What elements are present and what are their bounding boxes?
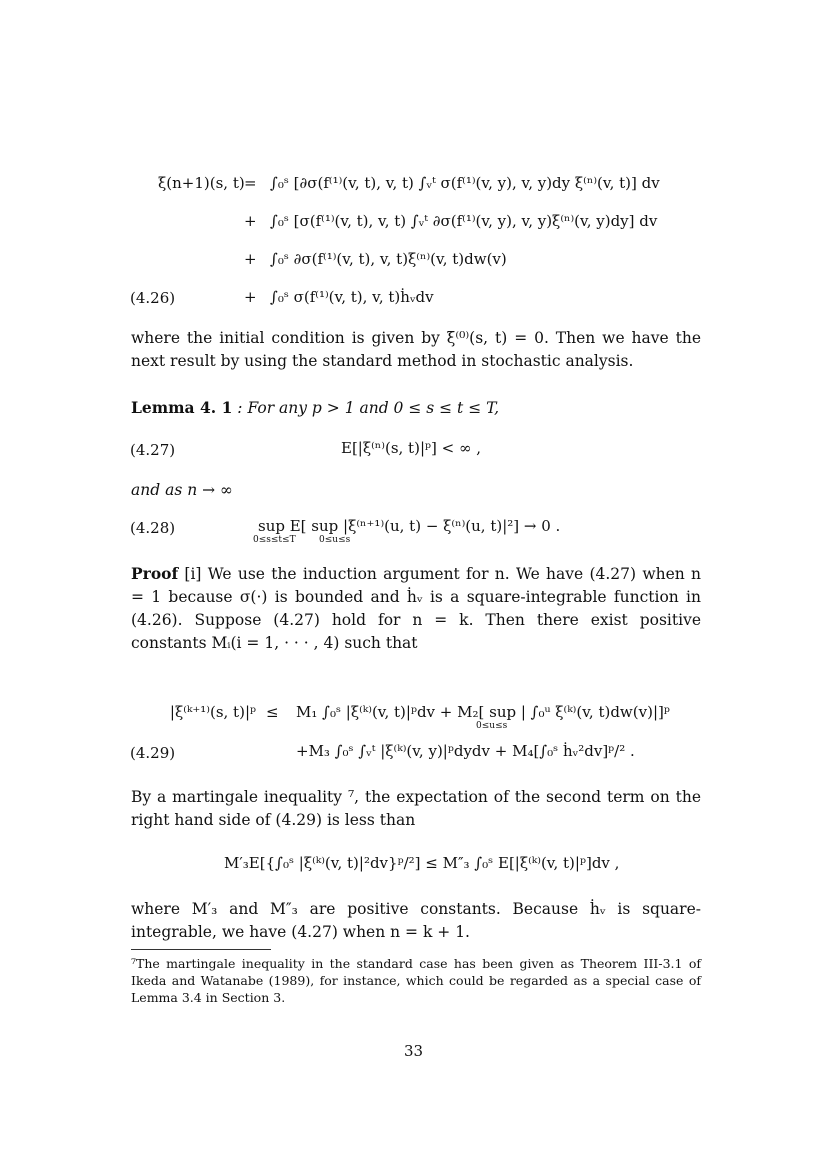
eq-4-26-rel: =	[244, 174, 257, 192]
paragraph-initial-condition: where the initial condition is given by ξ⁽⁰⁾(s, t) = 0. Then we have the next result by using the standard method in stochastic analysis.	[131, 329, 701, 370]
eq-4-28-number: (4.28)	[130, 519, 176, 537]
paragraph-martingale: By a martingale inequality ⁷, the expectation of the second term on the right hand side of (4.29) is less than	[131, 788, 701, 829]
eq-4-26-number: (4.26)	[130, 289, 176, 307]
eq-4-29-line1: M₁ ∫₀ˢ |ξ⁽ᵏ⁾(v, t)|ᵖdv + M₂[ sup | ∫₀ᵘ ξ⁽ᵏ⁾(v, t)dw(v)|]ᵖ	[296, 703, 670, 721]
eq-4-27-body: E[|ξ⁽ⁿ⁾(s, t)|ᵖ] < ∞ ,	[341, 439, 481, 457]
eq-4-29-line2: +M₃ ∫₀ˢ ∫ᵥᵗ |ξ⁽ᵏ⁾(v, y)|ᵖdydv + M₄[∫₀ˢ ḣᵥ²dv]ᵖ/² .	[296, 742, 635, 760]
eq-4-26-line2-op: +	[244, 212, 257, 230]
eq-4-29-line1-sub: 0≤u≤s	[476, 721, 508, 731]
eq-4-28-body: sup E[ sup |ξ⁽ⁿ⁺¹⁾(u, t) − ξ⁽ⁿ⁾(u, t)|²] → 0 .	[258, 517, 561, 535]
eq-4-26-line4: ∫₀ˢ σ(f⁽¹⁾(v, t), v, t)ḣᵥdv	[270, 288, 434, 306]
eq-4-29-number: (4.29)	[130, 744, 176, 762]
eq-4-27-number: (4.27)	[130, 441, 176, 459]
eq-4-26-lhs: ξ(n+1)(s, t)	[158, 174, 245, 192]
page-number: 33	[403, 1042, 424, 1060]
eq-4-26-line1: ∫₀ˢ [∂σ(f⁽¹⁾(v, t), v, t) ∫ᵥᵗ σ(f⁽¹⁾(v, y), v, y)dy ξ⁽ⁿ⁾(v, t)] dv	[270, 174, 660, 192]
eq-4-28-sub2: 0≤u≤s	[319, 535, 351, 545]
lemma-title: Lemma 4. 1	[131, 398, 233, 417]
eq-4-26-line2: ∫₀ˢ [σ(f⁽¹⁾(v, t), v, t) ∫ᵥᵗ ∂σ(f⁽¹⁾(v, y), v, y)ξ⁽ⁿ⁾(v, y)dy] dv	[270, 212, 658, 230]
proof-paragraph	[131, 562, 701, 655]
footnote-7: ⁷The martingale inequality in the standard case has been given as Theorem III-3.1 of Ikeda and Watanabe (1989), for instance, which could be regarded as a special case of Lemma 3.4 in Section 3.	[131, 956, 701, 1005]
proof-title: Proof	[131, 564, 179, 583]
eq-4-26-line3-op: +	[244, 250, 257, 268]
eq-4-29-lhs: |ξ⁽ᵏ⁺¹⁾(s, t)|ᵖ	[169, 703, 256, 721]
eq-4-29-rel: ≤	[266, 703, 279, 721]
eq-4-26-line3: ∫₀ˢ ∂σ(f⁽¹⁾(v, t), v, t)ξ⁽ⁿ⁾(v, t)dw(v)	[270, 250, 507, 268]
text-and-as-n: and as n → ∞	[131, 481, 233, 499]
footnote-divider	[131, 949, 271, 950]
eq-4-28-sub1: 0≤s≤t≤T	[253, 535, 296, 545]
eq-martingale-bound: M′₃E[{∫₀ˢ |ξ⁽ᵏ⁾(v, t)|²dv}ᵖ/²] ≤ M″₃ ∫₀ˢ E[|ξ⁽ᵏ⁾(v, t)|ᵖ]dv ,	[224, 854, 620, 872]
eq-4-26-line4-op: +	[244, 288, 257, 306]
lemma-statement: : For any p > 1 and 0 ≤ s ≤ t ≤ T,	[232, 399, 500, 417]
lemma-4-1	[131, 396, 701, 420]
paragraph-where-constants: where M′₃ and M″₃ are positive constants. Because ḣᵥ is square-integrable, we have (4.27) when n = k + 1.	[131, 900, 701, 941]
proof-text: [i] We use the induction argument for n. We have (4.27) when n = 1 because σ(·) is bounded and ḣᵥ is a square-integrable function in (4.26). Suppose (4.27) hold for n = k. Then there exist positive constants Mᵢ(i = 1, · · · , 4) such that	[131, 565, 701, 652]
